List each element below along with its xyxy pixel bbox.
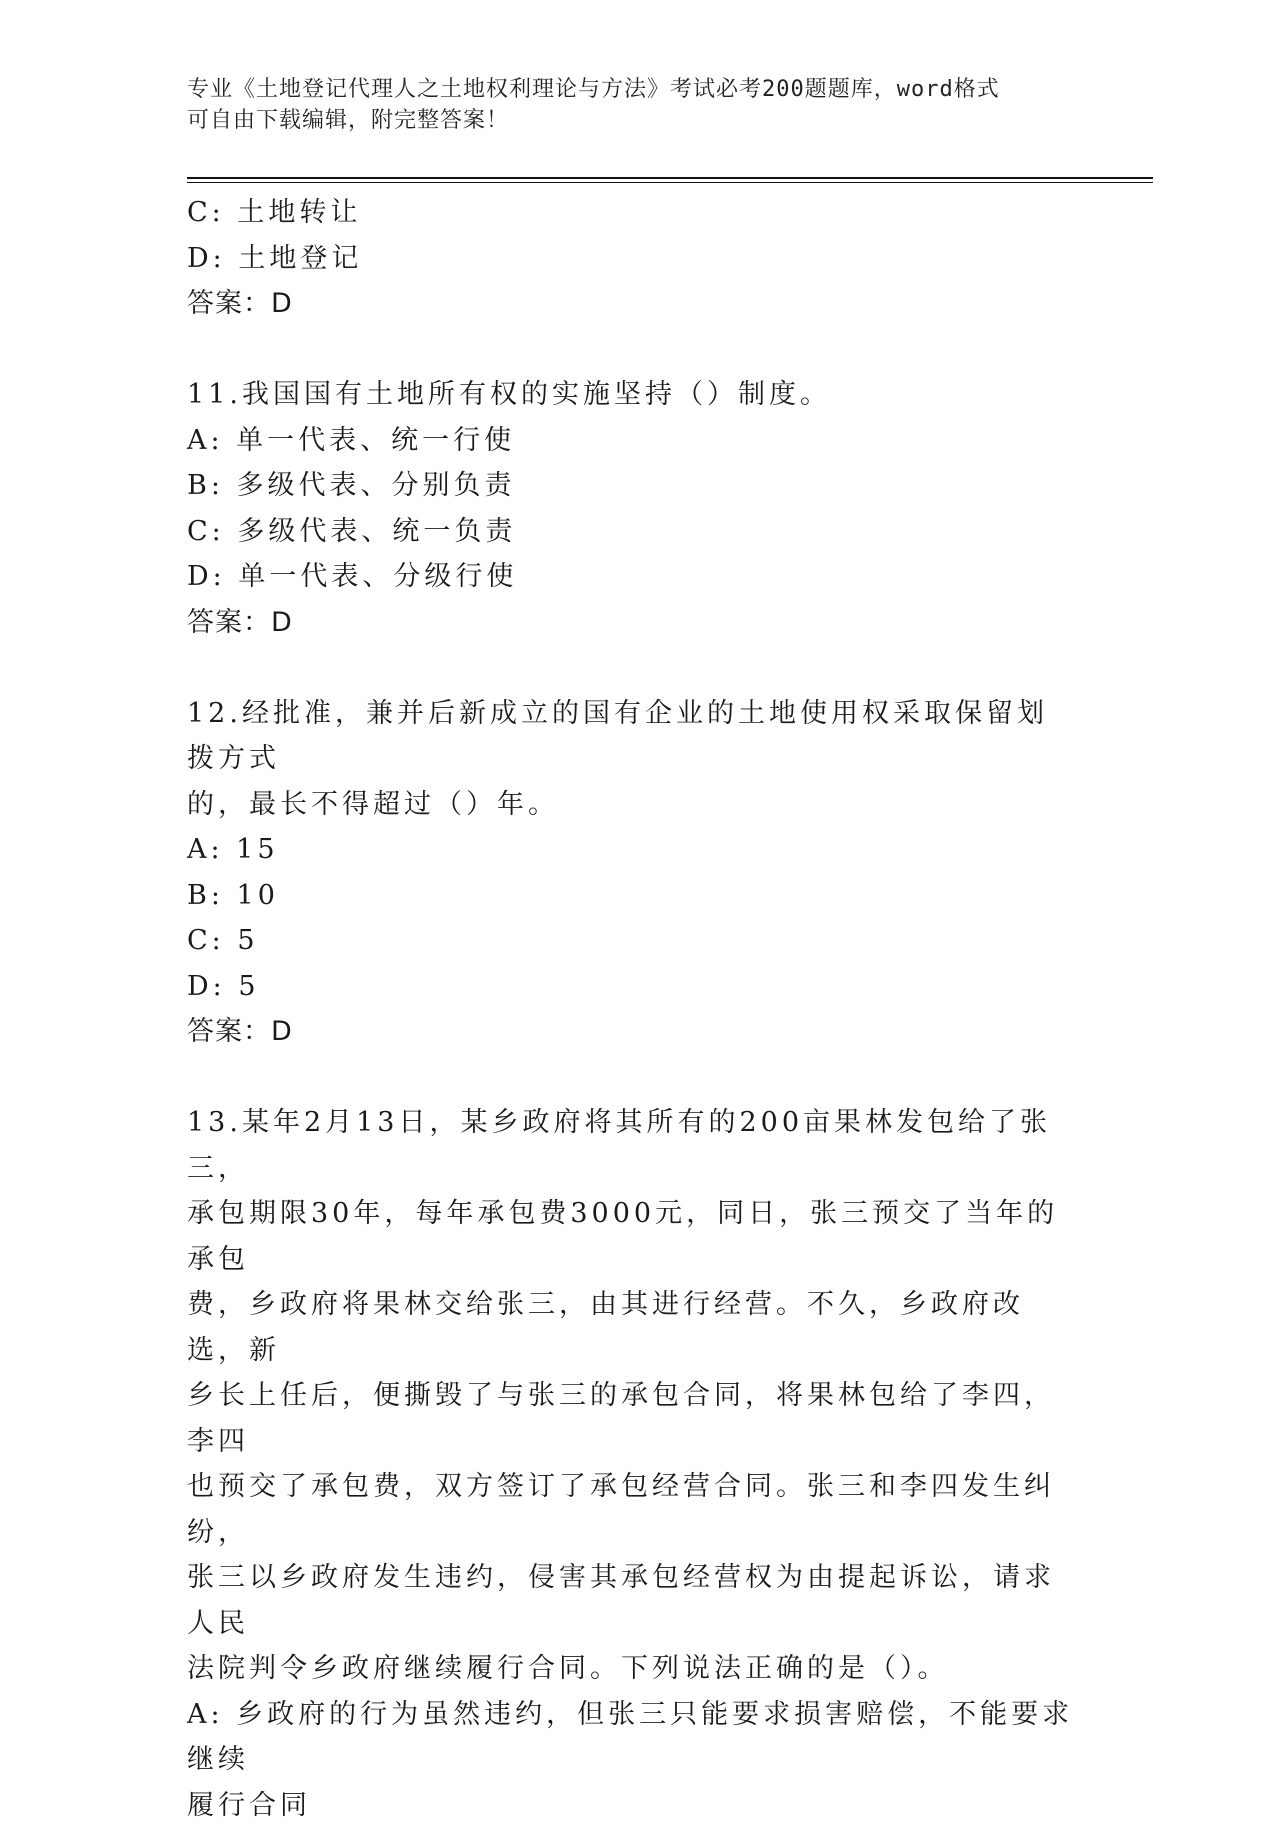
option-a: A: 单一代表、统一行使 <box>187 418 1077 464</box>
option-d: D: 单一代表、分级行使 <box>187 554 1077 600</box>
header-divider-thin <box>187 182 1153 183</box>
header-title-line-2: 可自由下载编辑，附完整答案！ <box>187 105 1067 136</box>
question-11 <box>187 372 1077 645</box>
header-divider-thick <box>187 177 1153 179</box>
answer-line: 答案：D <box>187 281 1077 327</box>
prev-question-block <box>187 190 1077 327</box>
option-b: B: 多级代表、分别负责 <box>187 463 1077 509</box>
question-stem-line-5: 也预交了承包费，双方签订了承包经营合同。张三和李四发生纠纷， <box>187 1464 1077 1555</box>
header-title-line-1: 专业《土地登记代理人之土地权利理论与方法》考试必考200题题库，word格式 <box>187 74 1067 105</box>
question-stem-line-1: 12.经批准，兼并后新成立的国有企业的土地使用权采取保留划拨方式 <box>187 691 1077 782</box>
spacer <box>187 645 1077 691</box>
option-c: C: 多级代表、统一负责 <box>187 509 1077 555</box>
question-stem-line-6: 张三以乡政府发生违约，侵害其承包经营权为由提起诉讼，请求人民 <box>187 1555 1077 1646</box>
option-d: D: 5 <box>187 964 1077 1010</box>
answer-line: 答案：D <box>187 1009 1077 1055</box>
question-stem: 11.我国国有土地所有权的实施坚持（）制度。 <box>187 372 1077 418</box>
option-a-line-1: A: 乡政府的行为虽然违约，但张三只能要求损害赔偿，不能要求继续 <box>187 1692 1077 1783</box>
option-c: C: 5 <box>187 918 1077 964</box>
option-b: B: 10 <box>187 873 1077 919</box>
question-content <box>187 190 1077 1828</box>
option-c: C: 土地转让 <box>187 190 1077 236</box>
option-a: A: 15 <box>187 827 1077 873</box>
question-stem-line-3: 费，乡政府将果林交给张三，由其进行经营。不久，乡政府改选，新 <box>187 1282 1077 1373</box>
page-header <box>187 74 1067 136</box>
question-stem-line-1: 13.某年2月13日，某乡政府将其所有的200亩果林发包给了张三， <box>187 1100 1077 1191</box>
answer-line: 答案：D <box>187 600 1077 646</box>
question-stem-line-4: 乡长上任后，便撕毁了与张三的承包合同，将果林包给了李四，李四 <box>187 1373 1077 1464</box>
option-a-line-2: 履行合同 <box>187 1783 1077 1828</box>
spacer <box>187 1055 1077 1101</box>
spacer <box>187 327 1077 373</box>
question-stem-line-2: 承包期限30年，每年承包费3000元，同日，张三预交了当年的承包 <box>187 1191 1077 1282</box>
question-12 <box>187 691 1077 1055</box>
question-stem-line-7: 法院判令乡政府继续履行合同。下列说法正确的是（）。 <box>187 1646 1077 1692</box>
question-13 <box>187 1100 1077 1828</box>
option-d: D: 土地登记 <box>187 236 1077 282</box>
question-stem-line-2: 的，最长不得超过（）年。 <box>187 782 1077 828</box>
